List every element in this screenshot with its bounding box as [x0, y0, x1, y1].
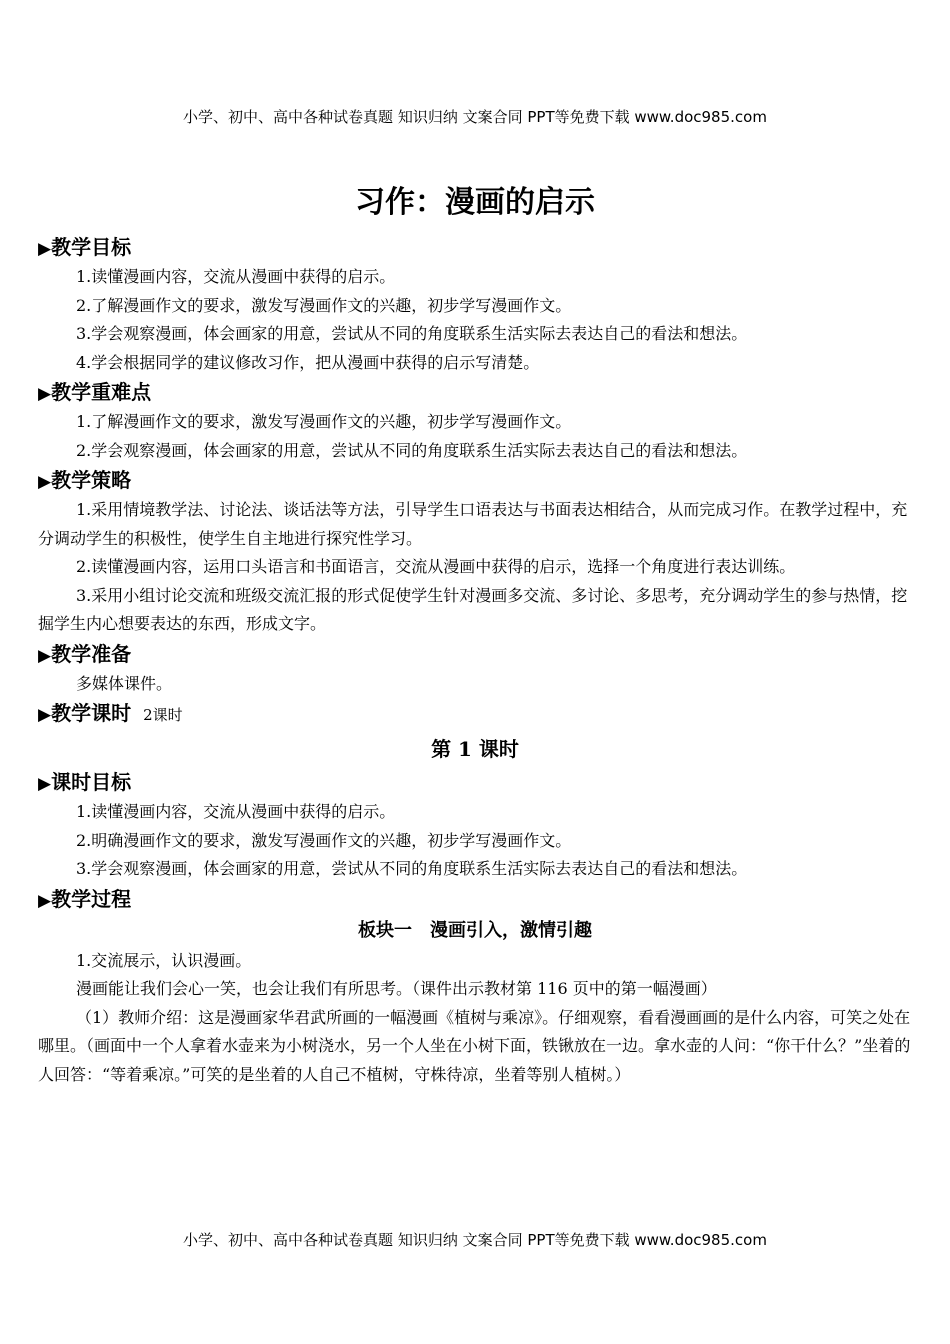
- triangle-bullet-icon: ▶: [38, 472, 52, 492]
- goal-item: 2.了解漫画作文的要求，激发写漫画作文的兴趣，初步学写漫画作文。: [76, 295, 572, 315]
- page-title: 习作：漫画的启示: [355, 185, 595, 220]
- goal-item: 1.读懂漫画内容，交流从漫画中获得的启示。: [76, 267, 396, 286]
- strategy-item: 3.采用小组讨论交流和班级交流汇报的形式促使学生针对漫画多交流、多讨论、多思考，充分调动学生的参与热情，挖掘学生内心想要表达的东西，形成文字。: [38, 585, 908, 633]
- triangle-bullet-icon: ▶: [38, 239, 52, 259]
- section-heading-goals: ▶教学目标: [38, 235, 132, 259]
- triangle-bullet-icon: ▶: [38, 705, 52, 725]
- section-heading-process: ▶教学过程: [38, 886, 132, 911]
- block-title: 板块一 漫画引入，激情引趣: [358, 919, 592, 941]
- preparation-text: 多媒体课件。: [76, 673, 173, 693]
- section-heading-preparation: ▶教学准备: [38, 641, 132, 666]
- goal-item: 4.学会根据同学的建议修改习作，把从漫画中获得的启示写清楚。: [76, 352, 540, 372]
- lesson-goal-item: 3.学会观察漫画，体会画家的用意，尝试从不同的角度联系生活实际去表达自己的看法和想法。: [76, 859, 748, 878]
- document-body: [38, 178, 912, 1089]
- lesson-title: 第 1 课时: [431, 737, 519, 761]
- section-heading-key-points: ▶教学重难点: [38, 380, 152, 404]
- goal-item: 3.学会观察漫画，体会画家的用意，尝试从不同的角度联系生活实际去表达自己的看法和想法。: [76, 324, 748, 343]
- page-header: 小学、初中、高中各种试卷真题 知识归纳 文案合同 PPT等免费下载 www.doc985.com: [183, 108, 767, 126]
- process-paragraph: （1）教师介绍：这是漫画家华君武所画的一幅漫画《植树与乘凉》。仔细观察，看看漫画画的是什么内容，可笑之处在哪里。（画面中一个人拿着水壶来为小树浇水，另一个人坐在小树下面，铁锹放在一边。拿水壶的人问：“你干什么？”坐着的人回答：“等着乘凉。”可笑的是坐着的人自己不植树，守株待凉，坐着等别人植树。）: [38, 1007, 911, 1084]
- lesson-goal-item: 1.读懂漫画内容，交流从漫画中获得的启示。: [76, 802, 396, 821]
- process-paragraph: 1.交流展示，认识漫画。: [76, 950, 252, 970]
- section-heading-hours: ▶教学课时 2课时: [38, 701, 183, 725]
- triangle-bullet-icon: ▶: [38, 384, 52, 404]
- strategy-item: 1.采用情境教学法、讨论法、谈话法等方法，引导学生口语表达与书面表达相结合，从而完成习作。在教学过程中，充分调动学生的积极性，使学生自主地进行探究性学习。: [38, 500, 908, 548]
- process-paragraph: 漫画能让我们会心一笑，也会让我们有所思考。（课件出示教材第 116 页中的第一幅漫画）: [76, 979, 717, 998]
- section-heading-lesson-goals: ▶课时目标: [38, 770, 132, 794]
- page-footer: 小学、初中、高中各种试卷真题 知识归纳 文案合同 PPT等免费下载 www.doc985.com: [183, 1231, 767, 1249]
- hours-value: 2课时: [143, 706, 183, 724]
- section-heading-strategy: ▶教学策略: [38, 468, 132, 492]
- key-point-item: 2.学会观察漫画，体会画家的用意，尝试从不同的角度联系生活实际去表达自己的看法和想法。: [76, 440, 748, 460]
- triangle-bullet-icon: ▶: [38, 645, 52, 666]
- lesson-goal-item: 2.明确漫画作文的要求，激发写漫画作文的兴趣，初步学写漫画作文。: [76, 830, 572, 850]
- key-point-item: 1.了解漫画作文的要求，激发写漫画作文的兴趣，初步学写漫画作文。: [76, 412, 572, 431]
- strategy-item: 2.读懂漫画内容，运用口头语言和书面语言，交流从漫画中获得的启示，选择一个角度进行表达训练。: [76, 557, 796, 576]
- triangle-bullet-icon: ▶: [38, 890, 52, 911]
- triangle-bullet-icon: ▶: [38, 774, 52, 794]
